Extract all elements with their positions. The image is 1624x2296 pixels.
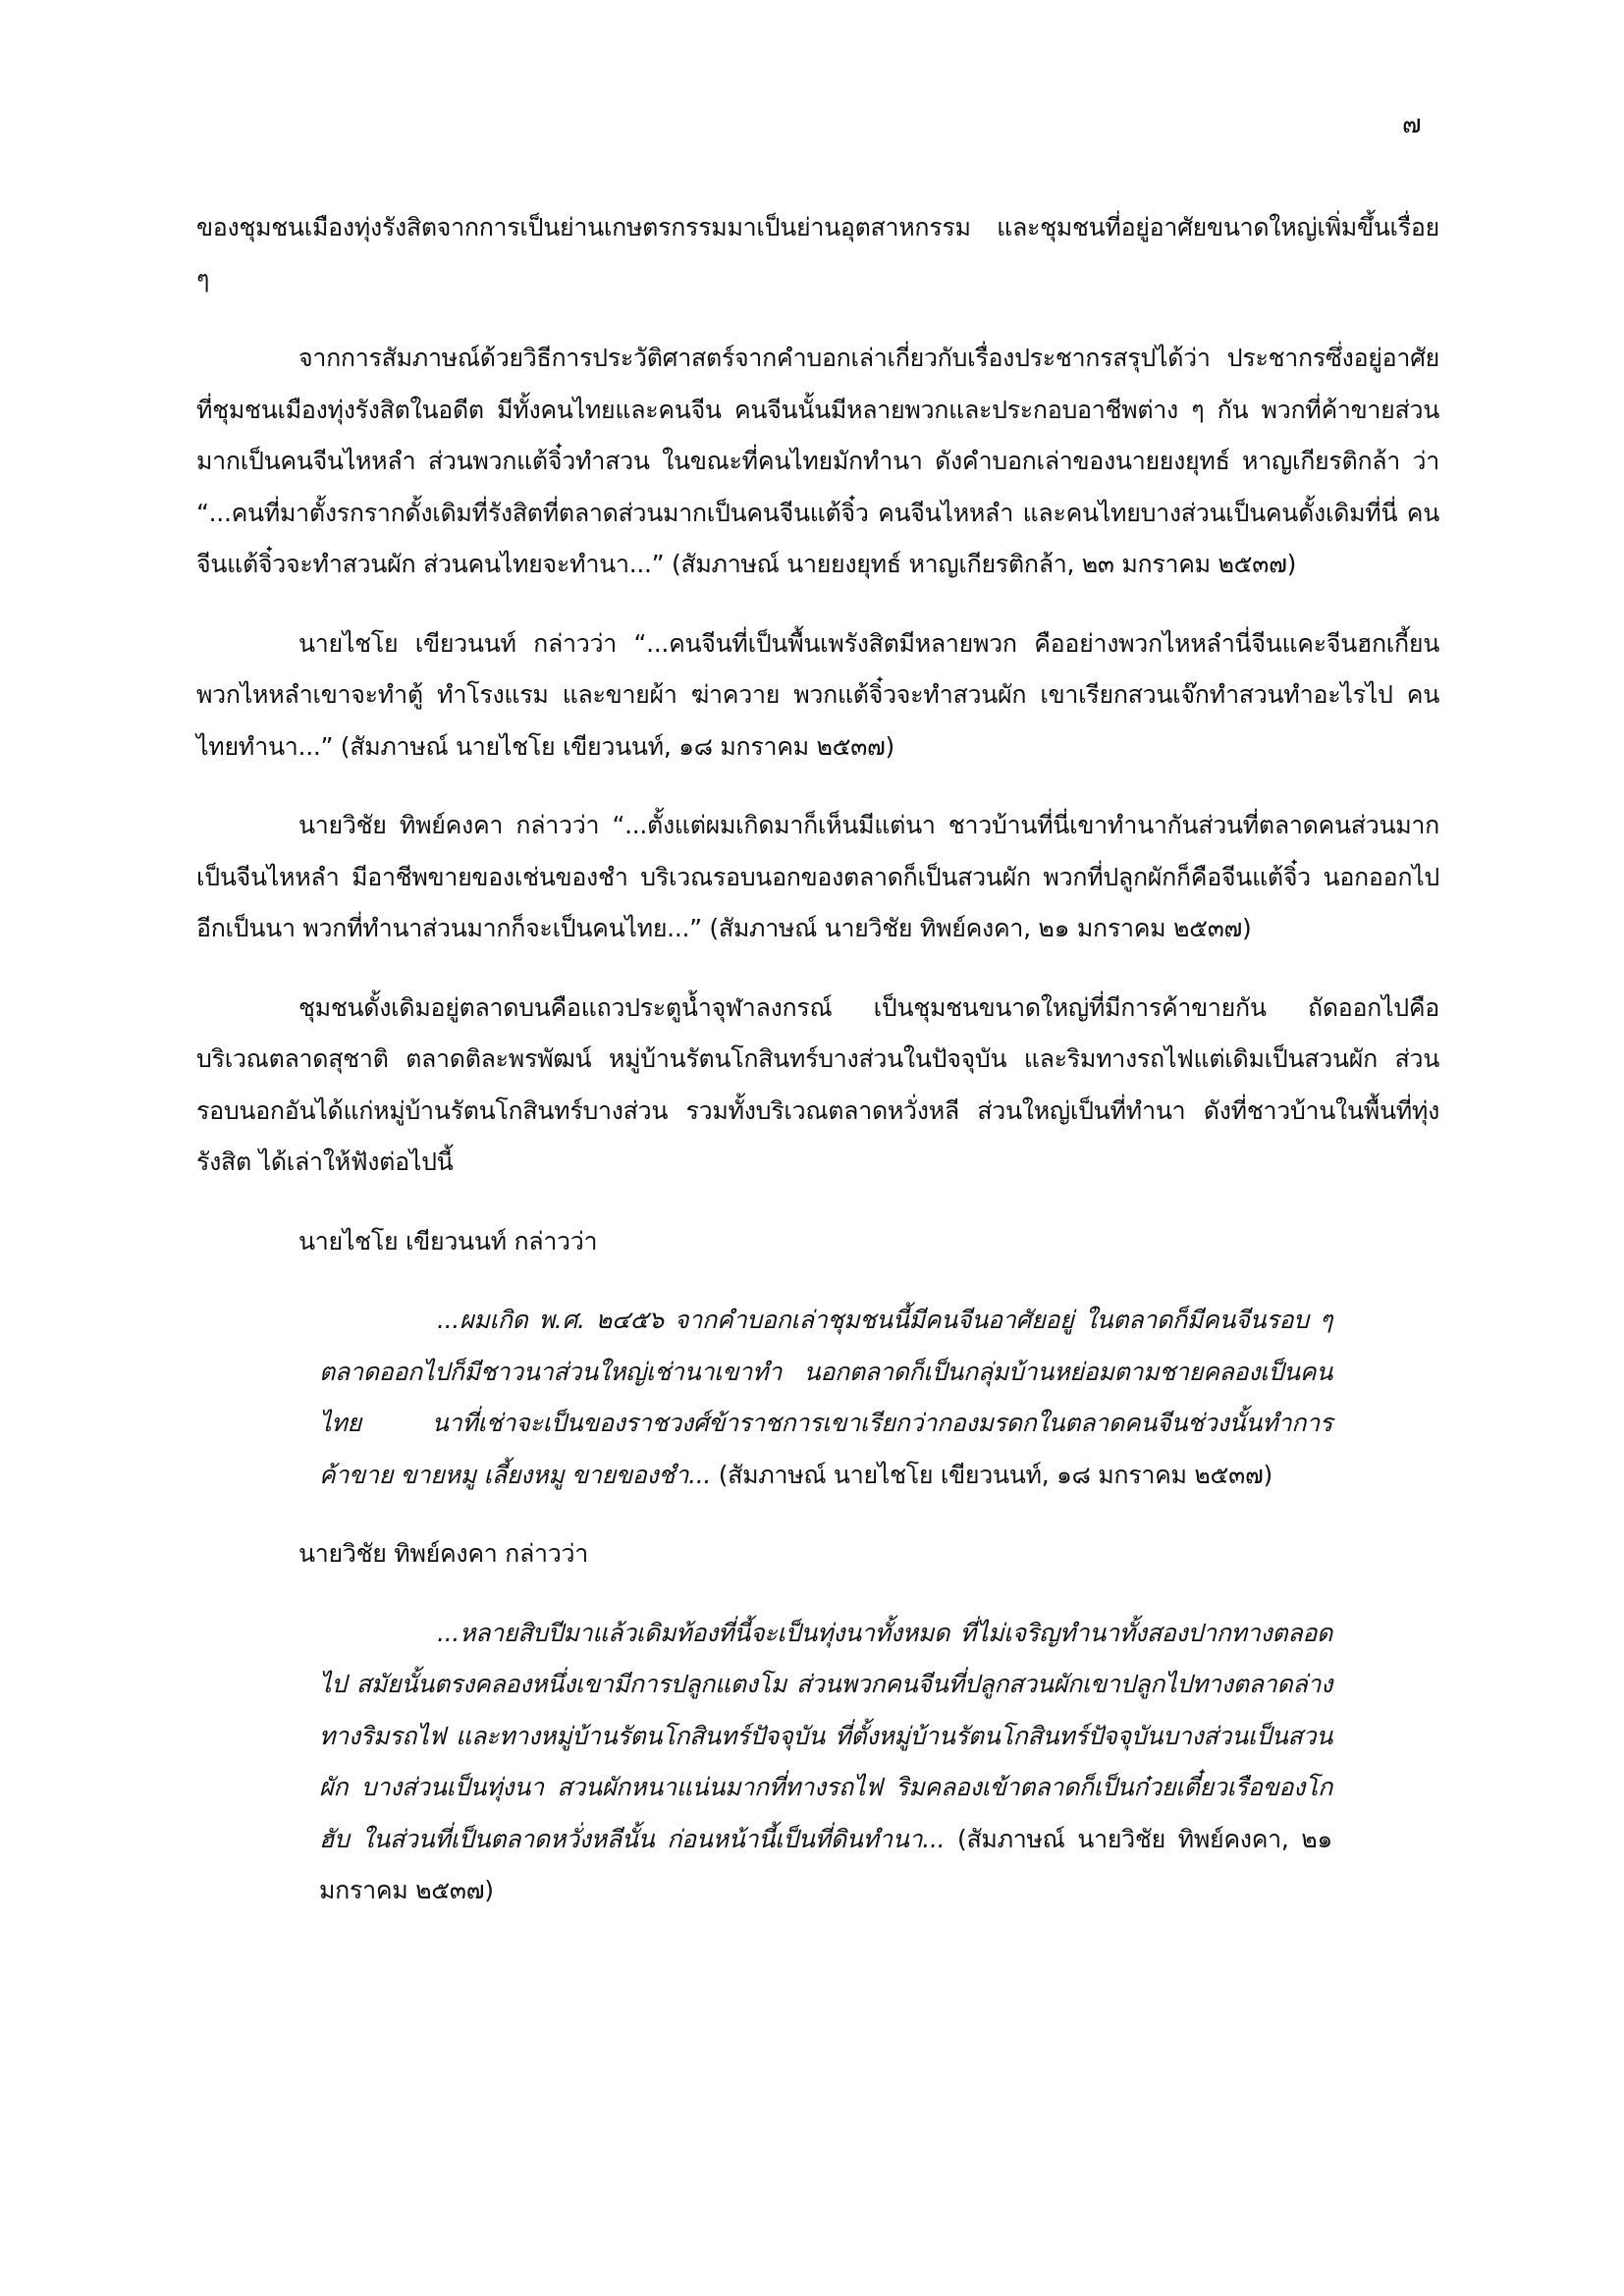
quote-citation: (สัมภาษณ์ นายไชโย เขียวนนท์, ๑๘ มกราคม ๒๕๓๗): [718, 1460, 1272, 1489]
quote-speaker-wichai: นายวิชัย ทิพย์คงคา กล่าวว่า: [298, 1539, 588, 1568]
block-quote-wichai: [319, 1608, 1332, 1917]
paragraph-original-community: ชุมชนดั้งเดิมอยู่ตลาดบนคือแถวประตูน้ำจุฬาลงกรณ์ เป็นชุมชนขนาดใหญ่ที่มีการค้าขายกัน ถัดออกไปคือบริเวณตลาดสุชาติ ตลาดติละพรพัฒน์ หมู่บ้านรัตนโกสินทร์บางส่วนในปัจจุบัน และริมทางรถไฟแต่เดิมเป็นสวนผัก ส่วนรอบนอกอันได้แก่หมู่บ้านรัตนโกสินทร์บางส่วน รวมทั้งบริเวณตลาดหวั่งหลี ส่วนใหญ่เป็นที่ทำนา ดังที่ชาวบ้านในพื้นที่ทุ่งรังสิต ได้เล่าให้ฟังต่อไปนี้: [196, 992, 1439, 1176]
quote-speaker-chaiyo: นายไชโย เขียวนนท์ กล่าวว่า: [298, 1226, 598, 1255]
paragraph-wichai-interview: นายวิชัย ทิพย์คงคา กล่าวว่า “...ตั้งแต่ผมเกิดมาก็เห็นมีแต่นา ชาวบ้านที่นี่เขาทำนากันส่วนที่ตลาดคนส่วนมากเป็นจีนไหหลำ มีอาชีพขายของเช่นของชำ บริเวณรอบนอกของตลาดก็เป็นสวนผัก พวกที่ปลูกผักก็คือจีนแต้จิ๋ว นอกออกไปอีกเป็นนา พวกที่ทำนาส่วนมากก็จะเป็นคนไทย...” (สัมภาษณ์ นายวิชัย ทิพย์คงคา, ๒๑ มกราคม ๒๕๓๗): [196, 811, 1439, 942]
quote-text: ...ผมเกิด พ.ศ. ๒๔๕๖ จากคำบอกเล่าชุมชนนี้มีคนจีนอาศัยอยู่ ในตลาดก็มีคนจีนรอบ ๆ ตลาดออกไปก็มีชาวนาส่วนใหญ่เช่านาเขาทำ นอกตลาดก็เป็นกลุ่มบ้านหย่อมตามชายคลองเป็นคนไทย นาที่เช่าจะเป็นของราชวงศ์ข้าราชการเขาเรียกว่ากองมรดกในตลาดคนจีนช่วงนั้นทำการค้าขาย ขายหมู เลี้ยงหมู ขายของชำ...: [319, 1306, 1332, 1489]
quote-text: ...หลายสิบปีมาแล้วเดิมท้องที่นี้จะเป็นทุ่งนาทั้งหมด ที่ไม่เจริญทำนาทั้งสองปากทางตลอดไป สมัยนั้นตรงคลองหนึ่งเขามีการปลูกแตงโม ส่วนพวกคนจีนที่ปลูกสวนผักเขาปลูกไปทางตลาดล่าง ทางริมรถไฟ และทางหมู่บ้านรัตนโกสินทร์ปัจจุบัน ที่ตั้งหมู่บ้านรัตนโกสินทร์ปัจจุบันบางส่วนเป็นสวนผัก บางส่วนเป็นทุ่งนา สวนผักหนาแน่นมากที่ทางรถไฟ ริมคลองเข้าตลาดก็เป็นก๋วยเตี๋ยวเรือของโกฮับ ในส่วนที่เป็นตลาดหวั่งหลีนั้น ก่อนหน้านี้เป็นที่ดินทำนา...: [319, 1618, 1332, 1853]
page-number: ๗: [1402, 110, 1422, 139]
document-body: [196, 202, 1439, 1945]
block-quote-chaiyo: [319, 1295, 1332, 1501]
paragraph-continuation: ของชุมชนเมืองทุ่งรังสิตจากการเป็นย่านเกษตรกรรมมาเป็นย่านอุตสาหกรรม และชุมชนที่อยู่อาศัยขนาดใหญ่เพิ่มขึ้นเรื่อย ๆ: [196, 213, 1439, 294]
quote-citation: (สัมภาษณ์ นายวิชัย ทิพย์คงคา, ๒๑ มกราคม ๒๕๓๗): [319, 1824, 1332, 1904]
paragraph-population-summary: จากการสัมภาษณ์ด้วยวิธีการประวัติศาสตร์จากคำบอกเล่าเกี่ยวกับเรื่องประชากรสรุปได้ว่า ประชากรซึ่งอยู่อาศัยที่ชุมชนเมืองทุ่งรังสิตในอดีต มีทั้งคนไทยและคนจีน คนจีนนั้นมีหลายพวกและประกอบอาชีพต่าง ๆ กัน พวกที่ค้าขายส่วนมากเป็นคนจีนไหหลำ ส่วนพวกแต้จิ๋วทำสวน ในขณะที่คนไทยมักทำนา ดังคำบอกเล่าของนายยงยุทธ์ หาญเกียรติกล้า ว่า “...คนที่มาตั้งรกรากดั้งเดิมที่รังสิตที่ตลาดส่วนมากเป็นคนจีนแต้จิ๋ว คนจีนไหหลำ และคนไทยบางส่วนเป็นคนดั้งเดิมที่นี่ คนจีนแต้จิ๋วจะทำสวนผัก ส่วนคนไทยจะทำนา...” (สัมภาษณ์ นายยงยุทธ์ หาญเกียรติกล้า, ๒๓ มกราคม ๒๕๓๗): [196, 344, 1439, 578]
paragraph-chaiyo-interview: นายไชโย เขียวนนท์ กล่าวว่า “...คนจีนที่เป็นพื้นเพรังสิตมีหลายพวก คืออย่างพวกไหหลำนี่จีนแคะจีนฮกเกี้ยน พวกไหหลำเขาจะทำตู้ ทำโรงแรม และขายผ้า ฆ่าควาย พวกแต้จิ๋วจะทำสวนผัก เขาเรียกสวนเจ๊กทำสวนทำอะไรไป คนไทยทำนา...” (สัมภาษณ์ นายไชโย เขียวนนท์, ๑๘ มกราคม ๒๕๓๗): [196, 628, 1439, 761]
